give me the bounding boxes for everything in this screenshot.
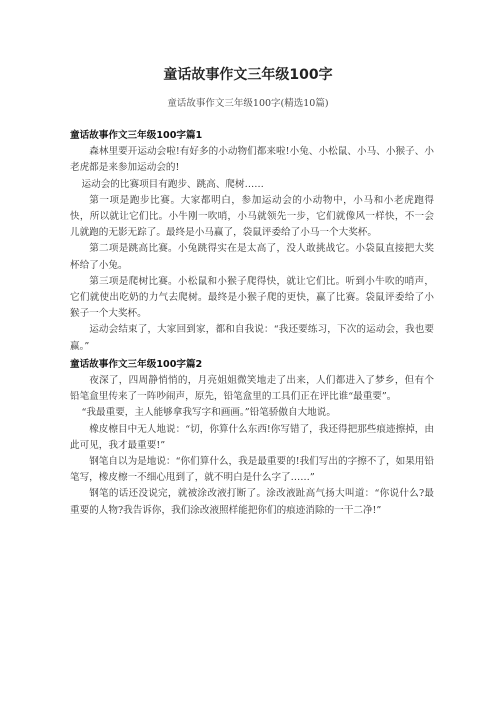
section-heading: 童话故事作文三年级100字篇2 [70,358,203,370]
paragraph: 夜深了，四周静悄悄的，月亮姐姐微笑地走了出来，人们都进入了梦乡，但有个铅笔盒里传来了一阵吵闹声，原先，铅笔盒里的工具们正在评比谁“最重要”。 [70,375,434,403]
paragraph: 钢笔的话还没说完，就被涂改液打断了。涂改液趾高气扬大叫道：“你说什么?最重要的人物?我告诉你，我们涂改液照样能把你们的痕迹消除的一干二净!” [70,488,434,516]
section-1 [70,128,434,355]
section-2 [70,357,434,519]
paragraph: 第二项是跳高比赛。小兔跳得实在是太高了，没人敢挑战它。小袋鼠直接把大奖杯给了小兔。 [70,243,434,271]
paragraph: 第三项是爬树比赛。小松鼠和小猴子爬得快，就让它们比。听到小牛吹的哨声，它们就使出吃奶的力气去爬树。最终是小猴子爬的更快，赢了比赛。袋鼠评委给了小猴子一个大奖杯。 [70,275,434,320]
paragraph: 橡皮檫目中无人地说：“切，你算什么东西!你写错了，我还得把那些痕迹擦掉，由此可见，我才最重要!” [70,423,434,451]
paragraph: 钢笔自以为是地说：“你们算什么，我是最重要的!我们写出的字擦不了，如果用铅笔写，橡皮檫一不细心甩到了，就不明白是什么字了……” [70,456,434,484]
section-heading: 童话故事作文三年级100字篇1 [70,130,203,141]
paragraph: 运动会结束了，大家回到家，都和自我说：“我还要练习，下次的运动会，我也要赢。” [70,324,434,352]
paragraph: 森林里要开运动会啦!有好多的小动物们都来啦!小兔、小松鼠、小马、小猴子、小老虎都是来参加运动会的! [70,146,434,174]
paragraph: 第一项是跑步比赛。大家都明白，参加运动会的小动物中，小马和小老虎跑得快，所以就让它们比。小牛刚一吹哨，小马就领先一步，它们就像风一样快，不一会儿就跑的无影无踪了。最终是小马赢了，袋鼠评委给了小马一个大奖杯。 [70,194,434,239]
page-title: 童话故事作文三年级100字 [163,67,333,83]
paragraph: 运动会的比赛项目有跑步、跳高、爬树…… [81,178,264,190]
page-subtitle: 童话故事作文三年级100字(精选10篇) [167,98,329,109]
paragraph: “我最重要，主人能够拿我写字和画画。”铅笔骄傲自大地说。 [81,407,336,419]
document-body [70,126,434,519]
